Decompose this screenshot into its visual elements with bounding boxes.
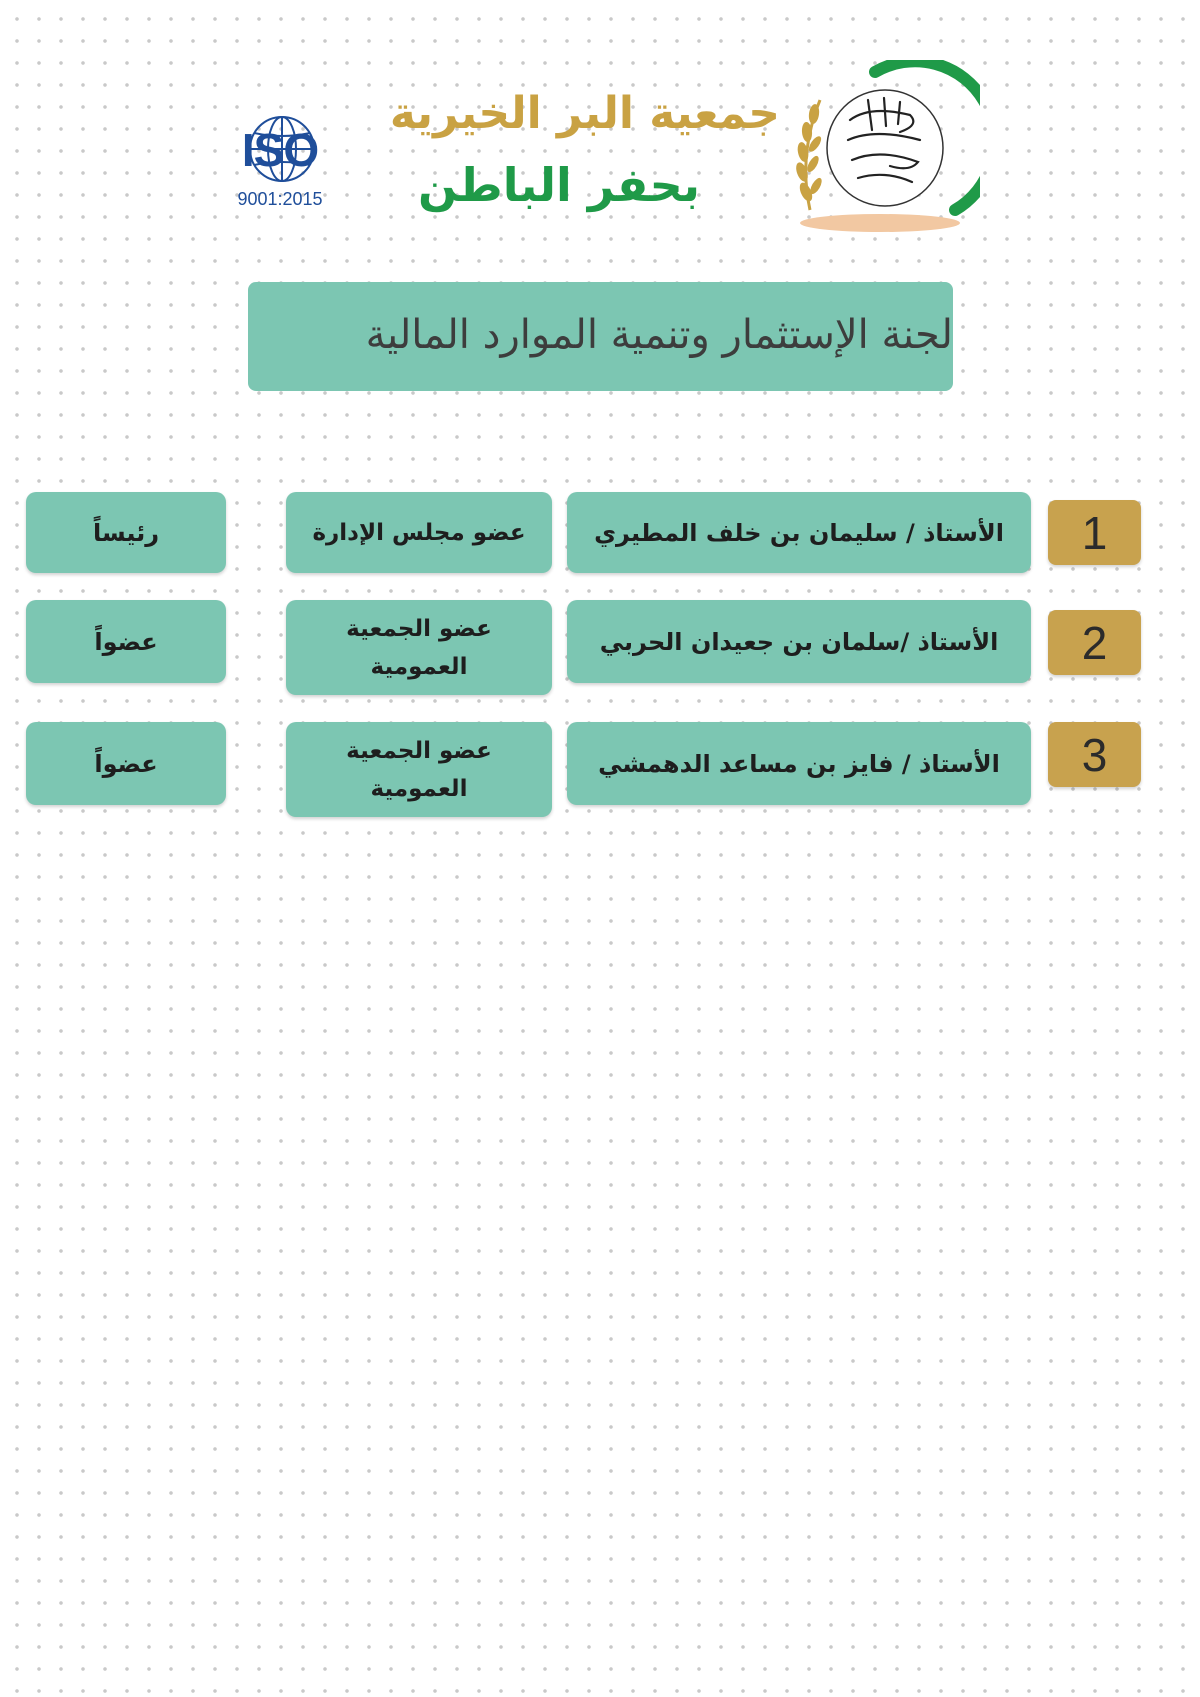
organization-seal-logo xyxy=(780,60,980,240)
member-number: 1 xyxy=(1048,500,1141,565)
member-role: رئيساً xyxy=(26,492,226,573)
member-name: الأستاذ /سلمان بن جعيدان الحربي xyxy=(567,600,1031,683)
header xyxy=(0,0,1200,250)
iso-logo xyxy=(230,105,335,215)
member-number: 3 xyxy=(1048,722,1141,787)
iso-mark: ISO xyxy=(241,124,319,176)
member-name: الأستاذ / سليمان بن خلف المطيري xyxy=(567,492,1031,573)
committee-title-box xyxy=(248,282,953,391)
organization-name: جمعية البر الخيرية xyxy=(389,88,780,139)
member-name: الأستاذ / فايز بن مساعد الدهمشي xyxy=(567,722,1031,805)
iso-standard: 9001:2015 xyxy=(237,189,323,209)
member-role: عضواً xyxy=(26,722,226,805)
organization-city: بحفر الباطن xyxy=(418,158,700,212)
seal-icon xyxy=(780,60,980,240)
member-number: 2 xyxy=(1048,610,1141,675)
committee-title: لجنة الإستثمار وتنمية الموارد المالية xyxy=(365,312,953,358)
member-position: عضو الجمعية العمومية xyxy=(286,722,552,817)
member-role: عضواً xyxy=(26,600,226,683)
member-position: عضو الجمعية العمومية xyxy=(286,600,552,695)
member-position: عضو مجلس الإدارة xyxy=(286,492,552,573)
